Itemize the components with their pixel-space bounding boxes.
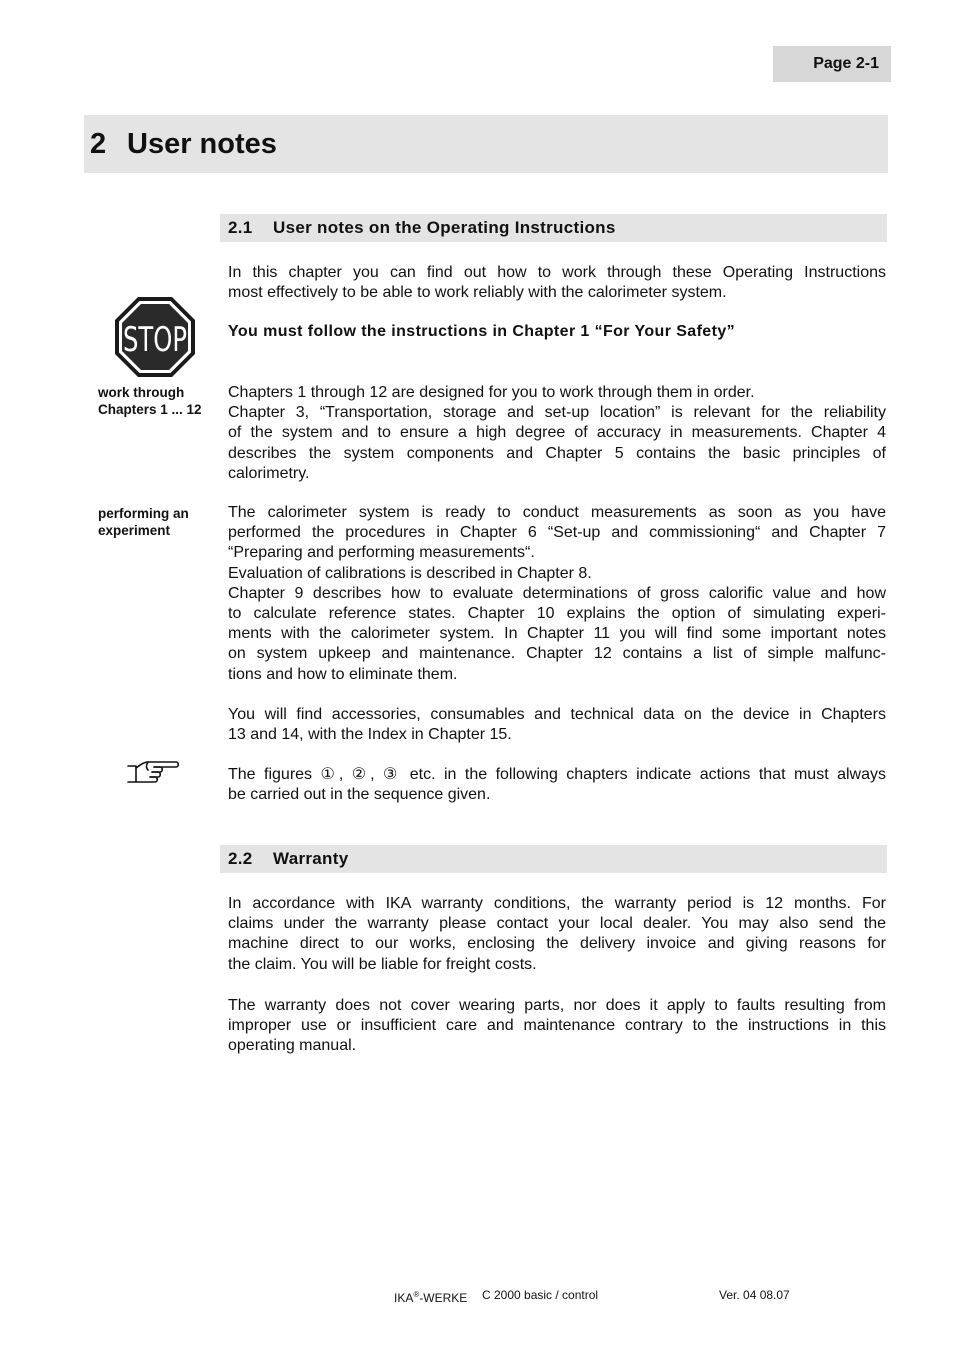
footer-company-name: IKA <box>394 1291 414 1305</box>
stop-sign-text: STOP <box>123 320 187 360</box>
chapters-paragraph <box>228 383 886 484</box>
text-line: “Preparing and performing measurements“. <box>228 544 535 562</box>
section-number: 2.1 <box>228 218 253 237</box>
text-line: the claim. You will be liable for freight costs. <box>228 955 537 973</box>
section-title-2-1 <box>228 214 616 242</box>
intro-paragraph <box>228 263 886 303</box>
text-line: In accordance with IKA warranty conditions, the warranty period is 12 months. For <box>228 895 886 912</box>
text-line: improper use or insufficient care and maintenance contrary to the instructions in this <box>228 1017 886 1035</box>
text-line: 13 and 14, with the Index in Chapter 15. <box>228 726 512 744</box>
footer-version: Ver. 04 08.07 <box>719 1288 790 1302</box>
text-line: operating manual. <box>228 1037 357 1055</box>
margin-note-experiment <box>98 505 218 539</box>
text-line: be carried out in the sequence given. <box>228 786 491 804</box>
margin-note-line: experiment <box>98 523 171 538</box>
text-line: on system upkeep and maintenance. Chapter 12 contains a list of simple malfunc- <box>228 645 886 663</box>
text-line: The warranty does not cover wearing parts, nor does it apply to faults resulting from <box>228 997 886 1014</box>
figures-paragraph <box>228 765 886 805</box>
accessories-paragraph <box>228 705 886 745</box>
footer-company-suffix: -WERKE <box>419 1291 468 1305</box>
safety-notice: You must follow the instructions in Chapter 1 “For Your Safety” <box>228 323 736 340</box>
text-line: The calorimeter system is ready to conduct measurements as soon as you have <box>228 504 886 521</box>
text-line: Chapters 1 through 12 are designed for you to work through them in order. <box>228 384 755 401</box>
text-line: tions and how to eliminate them. <box>228 665 458 683</box>
registered-mark: ® <box>413 1290 420 1299</box>
text-line: claims under the warranty please contact your local dealer. You may also send the <box>228 915 886 933</box>
text-line: ments with the calorimeter system. In Chapter 11 you will find some important notes <box>228 625 886 643</box>
text-line: machine direct to our works, enclosing the delivery invoice and giving reasons for <box>228 935 886 953</box>
page-number-badge: Page 2-1 <box>773 46 891 82</box>
section-title-text: User notes on the Operating Instructions <box>273 218 616 237</box>
stop-sign-icon <box>114 296 196 378</box>
margin-note-work-through <box>98 384 218 418</box>
footer-product: C 2000 basic / control <box>482 1288 599 1302</box>
section-title-text: Warranty <box>273 849 349 868</box>
chapter-number: 2 <box>90 128 107 160</box>
chapter-title-text: User notes <box>127 128 277 160</box>
text-line: The figures ①, ②, ③ etc. in the following chapters indicate actions that must always <box>228 766 886 783</box>
warranty-paragraph-1 <box>228 894 886 975</box>
text-line: of the system and to ensure a high degree of accuracy in measurements. Chapter 4 <box>228 424 886 442</box>
text-line: calorimetry. <box>228 464 310 482</box>
text-line: most effectively to be able to work reliably with the calorimeter system. <box>228 284 727 302</box>
text-line: Chapter 9 describes how to evaluate determinations of gross calorific value and how <box>228 584 886 602</box>
text-line: performed the procedures in Chapter 6 “Set-up and commissioning“ and Chapter 7 <box>228 524 886 542</box>
warranty-paragraph-2 <box>228 996 886 1057</box>
experiment-paragraph <box>228 503 886 685</box>
text-line: In this chapter you can find out how to work through these Operating Instructions <box>228 264 886 281</box>
chapter-title <box>90 125 277 163</box>
section-number: 2.2 <box>228 849 253 868</box>
text-line: Chapter 3, “Transportation, storage and set-up location” is relevant for the reliability <box>228 404 886 422</box>
pointing-hand-icon <box>126 758 180 786</box>
text-line: to calculate reference states. Chapter 10 explains the option of simulating experi- <box>228 605 886 623</box>
text-line: Evaluation of calibrations is described in Chapter 8. <box>228 564 592 582</box>
text-line: You will find accessories, consumables and technical data on the device in Chapters <box>228 706 886 723</box>
margin-note-line: Chapters 1 ... 12 <box>98 402 202 417</box>
text-line: describes the system components and Chapter 5 contains the basic principles of <box>228 444 886 462</box>
margin-note-line: work through <box>98 385 185 400</box>
section-title-2-2 <box>228 845 348 873</box>
margin-note-line: performing an <box>98 506 189 521</box>
footer-company <box>394 1287 467 1306</box>
